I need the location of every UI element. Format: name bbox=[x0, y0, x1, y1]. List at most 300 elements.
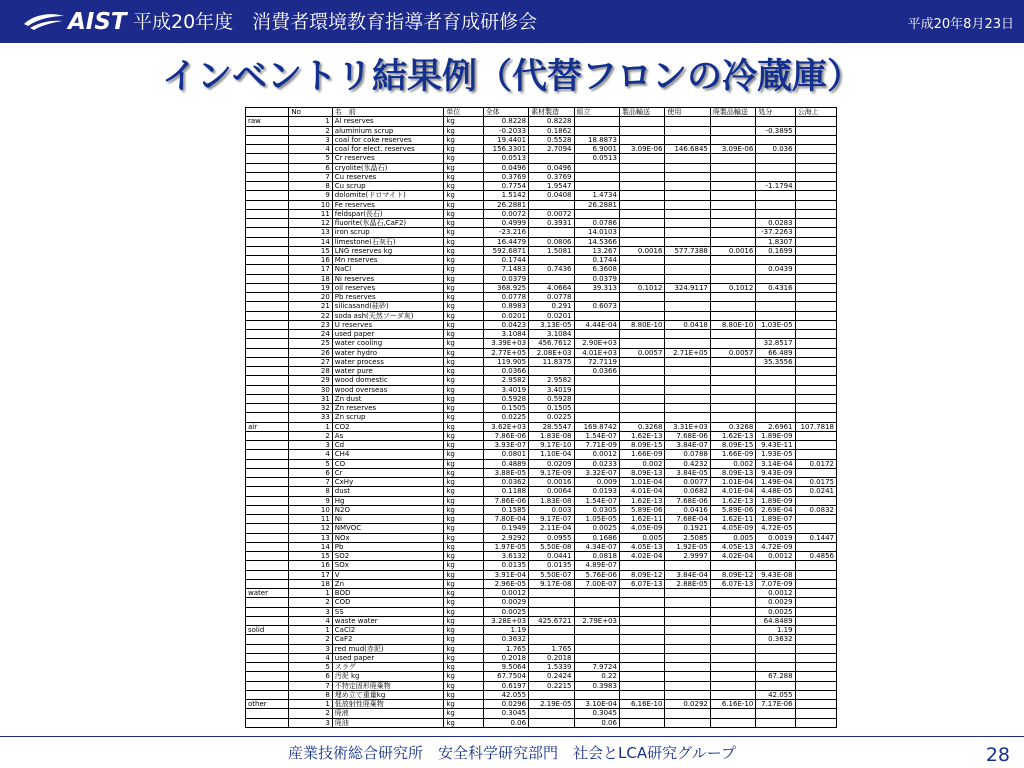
table-cell bbox=[756, 191, 795, 200]
table-cell: kg bbox=[444, 700, 483, 709]
table-cell: 0.003 bbox=[529, 505, 574, 514]
table-cell: 3.09E-06 bbox=[710, 145, 755, 154]
table-cell: kg bbox=[444, 330, 483, 339]
table-cell: water cooling bbox=[332, 339, 444, 348]
table-cell: 0.0012 bbox=[756, 589, 795, 598]
table-cell: 4.0664 bbox=[529, 283, 574, 292]
table-cell bbox=[710, 293, 755, 302]
table-row bbox=[246, 283, 837, 292]
table-cell: 1.93E-05 bbox=[756, 450, 795, 459]
table-cell: 0.1447 bbox=[795, 533, 836, 542]
table-cell bbox=[665, 219, 710, 228]
table-cell: 169.8742 bbox=[574, 422, 619, 431]
table-cell: CO2 bbox=[332, 422, 444, 431]
table-cell: 3.28E+03 bbox=[483, 616, 528, 625]
table-cell bbox=[619, 172, 664, 181]
table-cell bbox=[246, 542, 289, 551]
table-cell: Al reserves bbox=[332, 117, 444, 126]
logo-text: AIST bbox=[68, 9, 127, 35]
table-cell: 0.0233 bbox=[574, 459, 619, 468]
table-cell: -1.1794 bbox=[756, 182, 795, 191]
table-cell: 1.89E-09 bbox=[756, 431, 795, 440]
table-cell: kg bbox=[444, 154, 483, 163]
table-cell bbox=[710, 256, 755, 265]
table-cell: 7.9724 bbox=[574, 663, 619, 672]
table-cell bbox=[795, 357, 836, 366]
table-cell: 3 bbox=[289, 644, 332, 653]
table-cell bbox=[574, 598, 619, 607]
table-cell bbox=[619, 274, 664, 283]
table-row bbox=[246, 505, 837, 514]
table-cell: kg bbox=[444, 542, 483, 551]
table-cell: 30 bbox=[289, 385, 332, 394]
table-cell: 0.2424 bbox=[529, 672, 574, 681]
table-cell: 0.0408 bbox=[529, 191, 574, 200]
table-cell: 1.54E-07 bbox=[574, 431, 619, 440]
table-cell: 0.1699 bbox=[756, 246, 795, 255]
table-cell bbox=[246, 394, 289, 403]
table-cell bbox=[246, 265, 289, 274]
table-cell bbox=[665, 394, 710, 403]
header-bar bbox=[0, 0, 1024, 43]
table-cell bbox=[756, 404, 795, 413]
table-cell: kg bbox=[444, 459, 483, 468]
table-cell: -23.216 bbox=[483, 228, 528, 237]
table-cell: 1.19 bbox=[756, 626, 795, 635]
table-cell bbox=[795, 579, 836, 588]
table-row bbox=[246, 404, 837, 413]
table-cell bbox=[710, 644, 755, 653]
table-cell: 13 bbox=[289, 533, 332, 542]
table-cell: 6.07E-13 bbox=[619, 579, 664, 588]
column-header: 単位 bbox=[444, 108, 483, 117]
table-cell bbox=[756, 663, 795, 672]
table-cell: 8.80E-10 bbox=[710, 320, 755, 329]
table-row bbox=[246, 135, 837, 144]
table-cell bbox=[574, 635, 619, 644]
table-cell: 0.0025 bbox=[756, 607, 795, 616]
table-cell: kg bbox=[444, 200, 483, 209]
table-cell: kg bbox=[444, 237, 483, 246]
table-cell: 19.4401 bbox=[483, 135, 528, 144]
table-cell: -0.3895 bbox=[756, 126, 795, 135]
table-cell: 0.0064 bbox=[529, 487, 574, 496]
table-cell: 0.0379 bbox=[483, 274, 528, 283]
table-cell bbox=[710, 709, 755, 718]
table-cell: 0.1862 bbox=[529, 126, 574, 135]
table-cell: 0.4889 bbox=[483, 459, 528, 468]
table-cell: 7.68E-04 bbox=[665, 515, 710, 524]
table-cell: 4.72E-09 bbox=[756, 542, 795, 551]
table-cell: kg bbox=[444, 145, 483, 154]
table-cell: 67.7504 bbox=[483, 672, 528, 681]
table-cell bbox=[246, 135, 289, 144]
table-cell bbox=[619, 690, 664, 699]
table-cell bbox=[246, 570, 289, 579]
table-cell: 368.925 bbox=[483, 283, 528, 292]
table-cell bbox=[665, 367, 710, 376]
table-cell: Pb bbox=[332, 542, 444, 551]
table-cell: Cd bbox=[332, 441, 444, 450]
table-cell bbox=[710, 357, 755, 366]
table-cell bbox=[529, 274, 574, 283]
table-cell: air bbox=[246, 422, 289, 431]
table-cell: 0.0801 bbox=[483, 450, 528, 459]
table-cell bbox=[756, 154, 795, 163]
table-cell: SOx bbox=[332, 561, 444, 570]
table-cell bbox=[795, 570, 836, 579]
table-cell: 3 bbox=[289, 135, 332, 144]
table-cell: 1 bbox=[289, 700, 332, 709]
table-cell bbox=[665, 256, 710, 265]
table-cell: Cu scrup bbox=[332, 182, 444, 191]
table-cell bbox=[246, 320, 289, 329]
table-cell bbox=[710, 385, 755, 394]
table-cell: 2.9292 bbox=[483, 533, 528, 542]
table-cell: kg bbox=[444, 450, 483, 459]
table-cell: 5.50E-07 bbox=[529, 570, 574, 579]
table-cell: 0.0379 bbox=[574, 274, 619, 283]
table-cell: 廃液 bbox=[332, 709, 444, 718]
table-cell: 3.32E-07 bbox=[574, 468, 619, 477]
table-cell: 29 bbox=[289, 376, 332, 385]
table-cell: 6.9001 bbox=[574, 145, 619, 154]
table-cell: 16 bbox=[289, 561, 332, 570]
table-cell: 9.43E-09 bbox=[756, 468, 795, 477]
table-row bbox=[246, 274, 837, 283]
table-cell bbox=[246, 182, 289, 191]
table-cell bbox=[246, 478, 289, 487]
table-cell: 0.5528 bbox=[529, 135, 574, 144]
table-cell: 17 bbox=[289, 265, 332, 274]
table-cell: 66.489 bbox=[756, 348, 795, 357]
table-cell: 4.05E-09 bbox=[619, 524, 664, 533]
table-cell bbox=[710, 718, 755, 727]
table-cell bbox=[795, 145, 836, 154]
table-cell: 7.86E-06 bbox=[483, 431, 528, 440]
table-cell bbox=[529, 154, 574, 163]
table-cell bbox=[710, 635, 755, 644]
table-cell: -0.2033 bbox=[483, 126, 528, 135]
table-cell bbox=[246, 348, 289, 357]
table-cell bbox=[710, 561, 755, 570]
table-cell: 0.0077 bbox=[665, 478, 710, 487]
table-cell bbox=[619, 182, 664, 191]
table-cell: 1.01E-04 bbox=[710, 478, 755, 487]
table-row bbox=[246, 256, 837, 265]
table-cell bbox=[710, 228, 755, 237]
table-cell: 2.6961 bbox=[756, 422, 795, 431]
table-cell bbox=[619, 709, 664, 718]
table-cell bbox=[710, 163, 755, 172]
table-cell bbox=[665, 209, 710, 218]
table-cell: 0.8228 bbox=[483, 117, 528, 126]
table-cell: SO2 bbox=[332, 552, 444, 561]
table-cell bbox=[619, 126, 664, 135]
table-cell bbox=[795, 135, 836, 144]
table-cell: 0.4232 bbox=[665, 459, 710, 468]
table-cell bbox=[795, 404, 836, 413]
table-cell: 0.1188 bbox=[483, 487, 528, 496]
table-cell bbox=[756, 681, 795, 690]
table-row bbox=[246, 385, 837, 394]
table-cell bbox=[574, 172, 619, 181]
table-cell bbox=[574, 394, 619, 403]
table-cell bbox=[246, 496, 289, 505]
table-cell: 14.5366 bbox=[574, 237, 619, 246]
table-cell bbox=[246, 376, 289, 385]
column-header: 名 前 bbox=[332, 108, 444, 117]
table-row bbox=[246, 228, 837, 237]
table-row bbox=[246, 348, 837, 357]
column-header: 製品輸送 bbox=[619, 108, 664, 117]
table-cell: N2O bbox=[332, 505, 444, 514]
table-cell bbox=[529, 598, 574, 607]
table-cell bbox=[619, 339, 664, 348]
table-cell bbox=[619, 718, 664, 727]
table-cell bbox=[619, 644, 664, 653]
table-row bbox=[246, 339, 837, 348]
table-cell: Fe reserves bbox=[332, 200, 444, 209]
table-cell: 0.0513 bbox=[483, 154, 528, 163]
table-cell bbox=[795, 607, 836, 616]
table-cell: 2.79E+03 bbox=[574, 616, 619, 625]
table-cell bbox=[619, 265, 664, 274]
table-cell: 0.3632 bbox=[756, 635, 795, 644]
table-cell bbox=[246, 126, 289, 135]
table-row bbox=[246, 265, 837, 274]
table-cell: 0.06 bbox=[574, 718, 619, 727]
table-cell bbox=[246, 598, 289, 607]
table-cell: 5 bbox=[289, 154, 332, 163]
table-cell: 1.62E-13 bbox=[619, 496, 664, 505]
header-date: 平成20年8月23日 bbox=[907, 17, 1014, 32]
table-row bbox=[246, 542, 837, 551]
table-cell: kg bbox=[444, 228, 483, 237]
table-cell bbox=[619, 219, 664, 228]
table-cell: 4.01E+03 bbox=[574, 348, 619, 357]
table-cell bbox=[756, 718, 795, 727]
table-cell: 3.14E-04 bbox=[756, 459, 795, 468]
table-cell bbox=[619, 163, 664, 172]
table-cell: 22 bbox=[289, 311, 332, 320]
table-cell: 4.48E-05 bbox=[756, 487, 795, 496]
table-cell: 0.0201 bbox=[529, 311, 574, 320]
table-cell: CO bbox=[332, 459, 444, 468]
table-cell bbox=[665, 653, 710, 662]
table-cell: 2.9582 bbox=[483, 376, 528, 385]
table-cell: 14 bbox=[289, 542, 332, 551]
table-cell bbox=[574, 690, 619, 699]
table-cell: kg bbox=[444, 367, 483, 376]
table-cell: 0.3045 bbox=[483, 709, 528, 718]
page-number: 28 bbox=[985, 744, 1010, 766]
table-cell: 26.2881 bbox=[483, 200, 528, 209]
table-cell: 8.80E-10 bbox=[619, 320, 664, 329]
table-row bbox=[246, 616, 837, 625]
slide-title: インベントリ結果例（代替フロンの冷蔵庫） bbox=[161, 57, 862, 97]
table-cell bbox=[795, 450, 836, 459]
table-cell: 107.7818 bbox=[795, 422, 836, 431]
table-cell bbox=[246, 191, 289, 200]
table-cell: 4.01E-04 bbox=[710, 487, 755, 496]
table-row bbox=[246, 441, 837, 450]
table-cell bbox=[710, 653, 755, 662]
table-cell: 25 bbox=[289, 339, 332, 348]
table-cell: 3.88E-05 bbox=[483, 468, 528, 477]
table-cell bbox=[710, 302, 755, 311]
table-cell: 23 bbox=[289, 320, 332, 329]
table-cell bbox=[619, 598, 664, 607]
table-cell: kg bbox=[444, 339, 483, 348]
table-cell: 32.8517 bbox=[756, 339, 795, 348]
table-cell bbox=[619, 237, 664, 246]
table-cell bbox=[619, 302, 664, 311]
table-cell: 4.01E-04 bbox=[619, 487, 664, 496]
table-cell: 0.3931 bbox=[529, 219, 574, 228]
table-cell: CH4 bbox=[332, 450, 444, 459]
table-cell: 0.0418 bbox=[665, 320, 710, 329]
table-row bbox=[246, 570, 837, 579]
table-row bbox=[246, 145, 837, 154]
table-cell: water pure bbox=[332, 367, 444, 376]
table-cell: 0.06 bbox=[483, 718, 528, 727]
table-cell: LNG reserves kg bbox=[332, 246, 444, 255]
table-cell: kg bbox=[444, 404, 483, 413]
table-cell bbox=[795, 616, 836, 625]
table-cell bbox=[246, 293, 289, 302]
table-cell bbox=[665, 404, 710, 413]
table-cell: 3 bbox=[289, 441, 332, 450]
table-cell: kg bbox=[444, 135, 483, 144]
table-cell: other bbox=[246, 700, 289, 709]
table-cell: 2.69E-04 bbox=[756, 505, 795, 514]
table-cell: 0.1505 bbox=[483, 404, 528, 413]
table-cell: 20 bbox=[289, 293, 332, 302]
table-cell bbox=[246, 404, 289, 413]
table-cell bbox=[619, 200, 664, 209]
table-cell bbox=[665, 172, 710, 181]
table-cell: kg bbox=[444, 219, 483, 228]
table-cell: kg bbox=[444, 709, 483, 718]
table-cell: 0.3769 bbox=[483, 172, 528, 181]
table-body bbox=[246, 117, 837, 728]
table-cell bbox=[795, 172, 836, 181]
table-row bbox=[246, 394, 837, 403]
table-cell bbox=[756, 274, 795, 283]
table-cell bbox=[619, 681, 664, 690]
table-cell bbox=[756, 413, 795, 422]
table-row bbox=[246, 209, 837, 218]
table-cell: kg bbox=[444, 209, 483, 218]
table-row bbox=[246, 357, 837, 366]
table-cell bbox=[710, 209, 755, 218]
table-cell bbox=[795, 191, 836, 200]
table-row bbox=[246, 459, 837, 468]
column-header: 全体 bbox=[483, 108, 528, 117]
table-cell bbox=[529, 718, 574, 727]
table-cell bbox=[795, 561, 836, 570]
table-cell: 2.5085 bbox=[665, 533, 710, 542]
table-cell bbox=[756, 376, 795, 385]
table-cell bbox=[619, 228, 664, 237]
table-cell bbox=[619, 191, 664, 200]
table-cell: kg bbox=[444, 681, 483, 690]
table-cell: 4 bbox=[289, 616, 332, 625]
table-cell bbox=[756, 561, 795, 570]
table-row bbox=[246, 607, 837, 616]
table-cell: 9.43E-08 bbox=[756, 570, 795, 579]
table-cell bbox=[795, 163, 836, 172]
table-cell bbox=[574, 626, 619, 635]
table-cell: kg bbox=[444, 635, 483, 644]
table-cell: coal for elect. reserves bbox=[332, 145, 444, 154]
table-cell: 11 bbox=[289, 209, 332, 218]
table-cell: 3 bbox=[289, 718, 332, 727]
table-cell bbox=[795, 681, 836, 690]
table-cell: 3.1084 bbox=[483, 330, 528, 339]
table-cell: kg bbox=[444, 644, 483, 653]
table-cell: 0.002 bbox=[710, 459, 755, 468]
table-cell: kg bbox=[444, 552, 483, 561]
table-cell bbox=[246, 154, 289, 163]
table-cell: 28.5547 bbox=[529, 422, 574, 431]
table-cell: 10 bbox=[289, 505, 332, 514]
table-cell bbox=[710, 339, 755, 348]
table-cell bbox=[574, 126, 619, 135]
table-cell: 0.0016 bbox=[619, 246, 664, 255]
table-cell: 0.8983 bbox=[483, 302, 528, 311]
table-cell: kg bbox=[444, 302, 483, 311]
table-cell: 1.62E-11 bbox=[619, 515, 664, 524]
table-cell bbox=[665, 200, 710, 209]
table-row bbox=[246, 413, 837, 422]
table-row bbox=[246, 237, 837, 246]
table-cell bbox=[756, 311, 795, 320]
table-cell: 9.17E-10 bbox=[529, 441, 574, 450]
table-cell: 1 bbox=[289, 589, 332, 598]
table-cell bbox=[619, 330, 664, 339]
table-cell: kg bbox=[444, 357, 483, 366]
table-cell bbox=[795, 376, 836, 385]
table-cell bbox=[665, 293, 710, 302]
table-cell: 4.05E-13 bbox=[619, 542, 664, 551]
table-cell bbox=[665, 339, 710, 348]
table-cell bbox=[574, 376, 619, 385]
table-cell: 1.66E-09 bbox=[710, 450, 755, 459]
table-cell: 2.90E+03 bbox=[574, 339, 619, 348]
table-cell bbox=[756, 172, 795, 181]
table-cell: kg bbox=[444, 274, 483, 283]
table-cell: 0.4999 bbox=[483, 219, 528, 228]
table-cell: 5.50E-08 bbox=[529, 542, 574, 551]
table-cell: 1.89E-07 bbox=[756, 515, 795, 524]
table-row bbox=[246, 653, 837, 662]
table-cell: 0.0029 bbox=[756, 598, 795, 607]
table-cell bbox=[795, 515, 836, 524]
table-cell bbox=[665, 718, 710, 727]
table-cell bbox=[665, 302, 710, 311]
table-cell: 11 bbox=[289, 515, 332, 524]
table-cell bbox=[619, 404, 664, 413]
table-row bbox=[246, 450, 837, 459]
table-cell: 埋め立て重量kg bbox=[332, 690, 444, 699]
table-cell: kg bbox=[444, 718, 483, 727]
table-cell: kg bbox=[444, 496, 483, 505]
table-cell: 16.4479 bbox=[483, 237, 528, 246]
table-cell: 2.71E+05 bbox=[665, 348, 710, 357]
table-cell: 9 bbox=[289, 191, 332, 200]
